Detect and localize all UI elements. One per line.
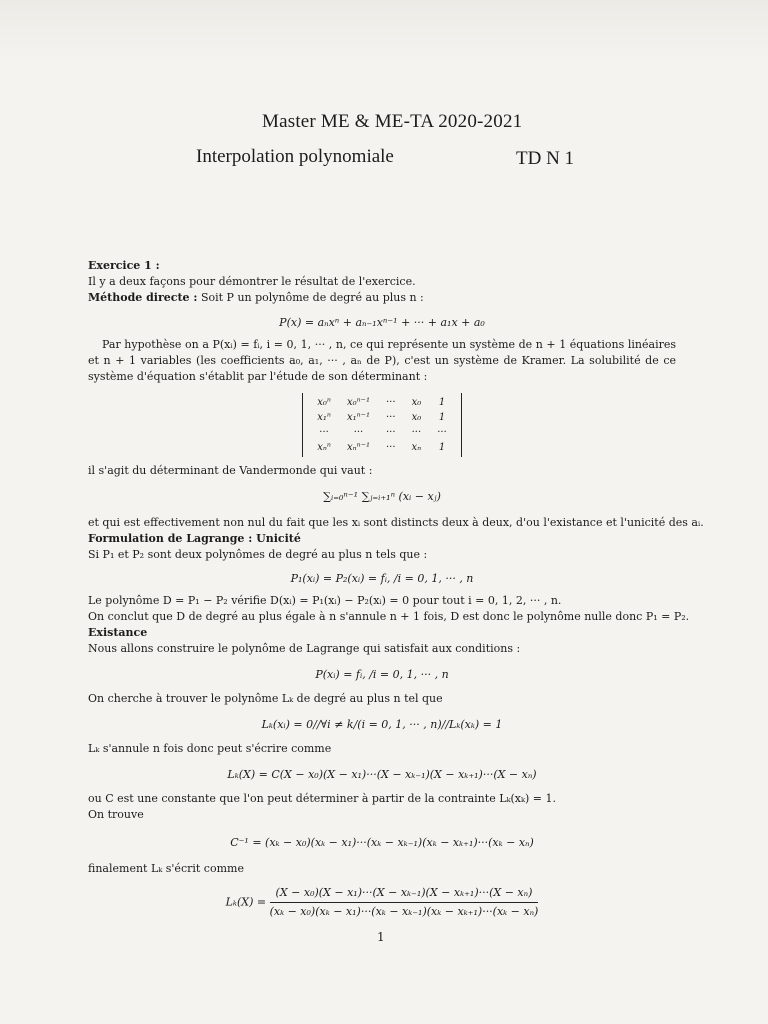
existence-title: Existance: [88, 626, 148, 639]
final-lhs: Lₖ(X) =: [225, 895, 267, 909]
method-text: Soit P un polynôme de degré au plus n :: [200, 291, 424, 304]
equation-conditions: P(xᵢ) = fᵢ, /i = 0, 1, ··· , n: [315, 668, 449, 681]
vandermonde-text: il s'agit du déterminant de Vandermonde qui vaut :: [88, 464, 373, 477]
method-label: Méthode directe :: [88, 291, 198, 304]
det-cell: 1: [438, 442, 446, 453]
fraction-numerator: (X − x₀)(X − x₁)···(X − xₖ₋₁)(X − xₖ₊₁)···(X − xₙ): [270, 885, 539, 903]
final-text: finalement Lₖ s'écrit comme: [88, 862, 244, 875]
determinant-matrix: [309, 395, 455, 455]
existence-text: Nous allons construire le polynôme de Lagrange qui satisfait aux conditions :: [88, 642, 521, 655]
course-title: Master ME & ME-TA 2020-2021: [262, 111, 523, 132]
det-cell: x₁ⁿ⁻¹: [346, 412, 370, 423]
constant-text: ou C est une constante que l'on peut déterminer à partir de la contrainte Lₖ(xₖ) = 1.: [88, 792, 557, 805]
det-cell: xₙⁿ⁻¹: [346, 442, 370, 453]
equation-polynomial: P(x) = aₙxⁿ + aₙ₋₁xⁿ⁻¹ + ··· + a₁x + a₀: [279, 316, 485, 329]
subject-title: Interpolation polynomiale: [196, 146, 394, 167]
find-text: On trouve: [88, 808, 144, 821]
vandermonde-product: ∑ᵢ₌₀ⁿ⁻¹ ∑ⱼ₌ᵢ₊₁ⁿ (xᵢ − xⱼ): [323, 490, 441, 503]
det-row: [309, 410, 455, 425]
det-cell: x₀: [411, 412, 422, 423]
det-row: [309, 440, 455, 455]
equation-lk-form: Lₖ(X) = C(X − x₀)(X − x₁)···(X − xₖ₋₁)(X − xₖ₊₁)···(X − xₙ): [227, 768, 537, 781]
det-row: [309, 425, 455, 440]
det-cell: ···: [319, 427, 329, 438]
det-cell: x₀ⁿ: [317, 397, 331, 408]
det-cell: ···: [411, 427, 422, 438]
det-cell: ···: [386, 427, 396, 438]
lagrange-intro: Si P₁ et P₂ sont deux polynômes de degré au plus n tels que :: [88, 548, 428, 561]
lagrange-title: Formulation de Lagrange : Unicité: [88, 532, 301, 545]
equation-lagrange-final: [88, 885, 676, 920]
det-cell: x₀: [411, 397, 422, 408]
equation-p1-p2: P₁(xᵢ) = P₂(xᵢ) = fᵢ, /i = 0, 1, ··· , n: [290, 572, 474, 585]
exercise-title: Exercice 1 :: [88, 259, 160, 272]
det-cell: xₙⁿ: [317, 442, 331, 453]
det-cell: 1: [438, 397, 446, 408]
determinant-box: [302, 393, 462, 457]
vanish-text: Lₖ s'annule n fois donc peut s'écrire comme: [88, 742, 332, 755]
td-number: TD N 1: [516, 148, 575, 169]
fraction-denominator: (xₖ − x₀)(xₖ − x₁)···(xₖ − xₖ₋₁)(xₖ − xₖ₊₁)···(xₖ − xₙ): [269, 905, 539, 918]
det-cell: ···: [386, 442, 396, 453]
difference-text: Le polynôme D = P₁ − P₂ vérifie D(xᵢ) = P₁(xᵢ) − P₂(xᵢ) = 0 pour tout i = 0, 1, 2, ··· , n.: [88, 594, 562, 607]
vandermonde-determinant: [88, 393, 676, 457]
det-cell: ···: [386, 397, 396, 408]
final-fraction: [270, 885, 539, 920]
equation-c-inverse: C⁻¹ = (xₖ − x₀)(xₖ − x₁)···(xₖ − xₖ₋₁)(xₖ − xₖ₊₁)···(xₖ − xₙ): [230, 836, 534, 849]
det-cell: ···: [386, 412, 396, 423]
page-number: 1: [377, 930, 385, 944]
det-cell: ···: [353, 427, 364, 438]
det-row: [309, 395, 455, 410]
method-line: [88, 290, 676, 306]
document-body: [88, 258, 704, 920]
nonzero-text: et qui est effectivement non nul du fait que les xᵢ sont distincts deux à deux, d'ou l'existance et l'unicité des aᵢ.: [88, 516, 704, 529]
hypothesis-text: Par hypothèse on a P(xᵢ) = fᵢ, i = 0, 1, ··· , n, ce qui représente un système de n + 1 équations linéaires et n + 1 variables (les coefficients a₀, a₁, ··· , aₙ de P), c'est un système de Kramer. La solubilité de ce système d'équation s'établit par l'étude de son déterminant :: [88, 338, 676, 383]
search-text: On cherche à trouver le polynôme Lₖ de degré au plus n tel que: [88, 692, 443, 705]
det-cell: xₙ: [411, 442, 422, 453]
det-cell: 1: [438, 412, 446, 423]
det-cell: ···: [437, 427, 447, 438]
conclusion-text: On conclut que D de degré au plus égale à n s'annule n + 1 fois, D est donc le polynôme nulle donc P₁ = P₂.: [88, 610, 690, 623]
intro-text: Il y a deux façons pour démontrer le résultat de l'exercice.: [88, 275, 416, 288]
det-cell: x₁ⁿ: [317, 412, 331, 423]
scan-shadow: [0, 0, 768, 60]
det-cell: x₀ⁿ⁻¹: [346, 397, 370, 408]
equation-lk-conditions: Lₖ(xᵢ) = 0//∀i ≠ k/(i = 0, 1, ··· , n)//Lₖ(xₖ) = 1: [261, 718, 503, 731]
